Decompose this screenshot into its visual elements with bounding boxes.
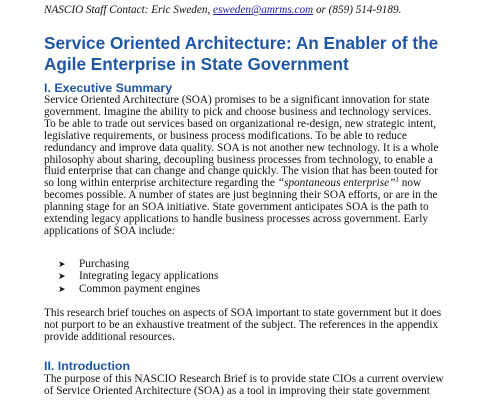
paragraph-line: government. Imagine the ability to pick and choose business and technology services. bbox=[44, 105, 432, 118]
soa-applications-list bbox=[58, 258, 218, 295]
contact-prefix: NASCIO Staff Contact: Eric Sweden, bbox=[44, 4, 214, 16]
list-item bbox=[58, 258, 218, 270]
paragraph-line: Service Oriented Architecture (SOA) promises to be a significant innovation for state bbox=[44, 94, 430, 106]
list-item bbox=[58, 270, 218, 282]
contact-email-link[interactable]: esweden@amrms.com bbox=[213, 4, 314, 16]
list-item-label: Integrating legacy applications bbox=[79, 270, 219, 283]
paragraph-line: becomes possible. A number of states are just beginning their SOA efforts, or are in the bbox=[44, 189, 438, 202]
list-item-label: Purchasing bbox=[79, 258, 130, 270]
paragraph-line: fluid enterprise that can change and change quickly. The vision that has been touted for bbox=[44, 165, 439, 178]
line-text: so long within enterprise architecture regarding the bbox=[44, 177, 278, 190]
paragraph-line: extending legacy applications to handle business processes across government. Early bbox=[44, 213, 428, 226]
introduction-paragraph bbox=[44, 374, 460, 398]
spontaneous-enterprise-quote: “spontaneous enterprise” bbox=[277, 177, 396, 190]
section-heading-executive-summary: I. Executive Summary bbox=[44, 81, 173, 95]
paragraph-line: of Service Oriented Architecture (SOA) as a tool in improving their state government bbox=[44, 384, 430, 397]
arrow-bullet-icon: ➤ bbox=[58, 283, 66, 294]
paragraph-line: planning stage for an SOA initiative. State government anticipates SOA is the path to bbox=[44, 201, 429, 214]
paragraph-line: redundancy and improve data quality. SOA is not another new technology. It is a whole bbox=[44, 141, 439, 154]
contact-suffix: or (859) 514-9189. bbox=[313, 4, 402, 16]
paragraph-line: legislative requirements, or business process modifications. To be able to reduce bbox=[44, 129, 407, 142]
paragraph-line: applications of SOA include: bbox=[44, 224, 175, 237]
scope-paragraph bbox=[44, 308, 460, 344]
paragraph-line: To be able to trade out services based on organizational re-design, new strategic intent, bbox=[44, 117, 437, 130]
title-line-2: Agile Enterprise in State Government bbox=[44, 54, 349, 74]
executive-summary-paragraph bbox=[44, 95, 460, 238]
paragraph-line: provide additional resources. bbox=[44, 330, 175, 343]
arrow-bullet-icon: ➤ bbox=[58, 271, 66, 282]
title-line-1: Service Oriented Architecture: An Enabler of the bbox=[44, 33, 439, 53]
section-heading-introduction: II. Introduction bbox=[44, 359, 131, 373]
staff-contact bbox=[44, 4, 401, 16]
list-item-label: Common payment engines bbox=[79, 282, 201, 295]
footnote-marker[interactable]: 1 bbox=[395, 176, 399, 185]
line-text: now bbox=[398, 177, 422, 190]
paragraph-line: The purpose of this NASCIO Research Brief is to provide state CIOs a current overview bbox=[44, 373, 444, 385]
arrow-bullet-icon: ➤ bbox=[58, 259, 66, 269]
list-item bbox=[58, 283, 218, 295]
document-title bbox=[44, 33, 444, 75]
paragraph-line: not purport to be an exhaustive treatment of the subject. The references in the appendix bbox=[44, 318, 439, 331]
paragraph-line: philosophy about sharing, decoupling business processes from technology, to enable a bbox=[44, 153, 433, 166]
paragraph-line: This research brief touches on aspects of SOA important to state government but it does bbox=[44, 307, 442, 319]
